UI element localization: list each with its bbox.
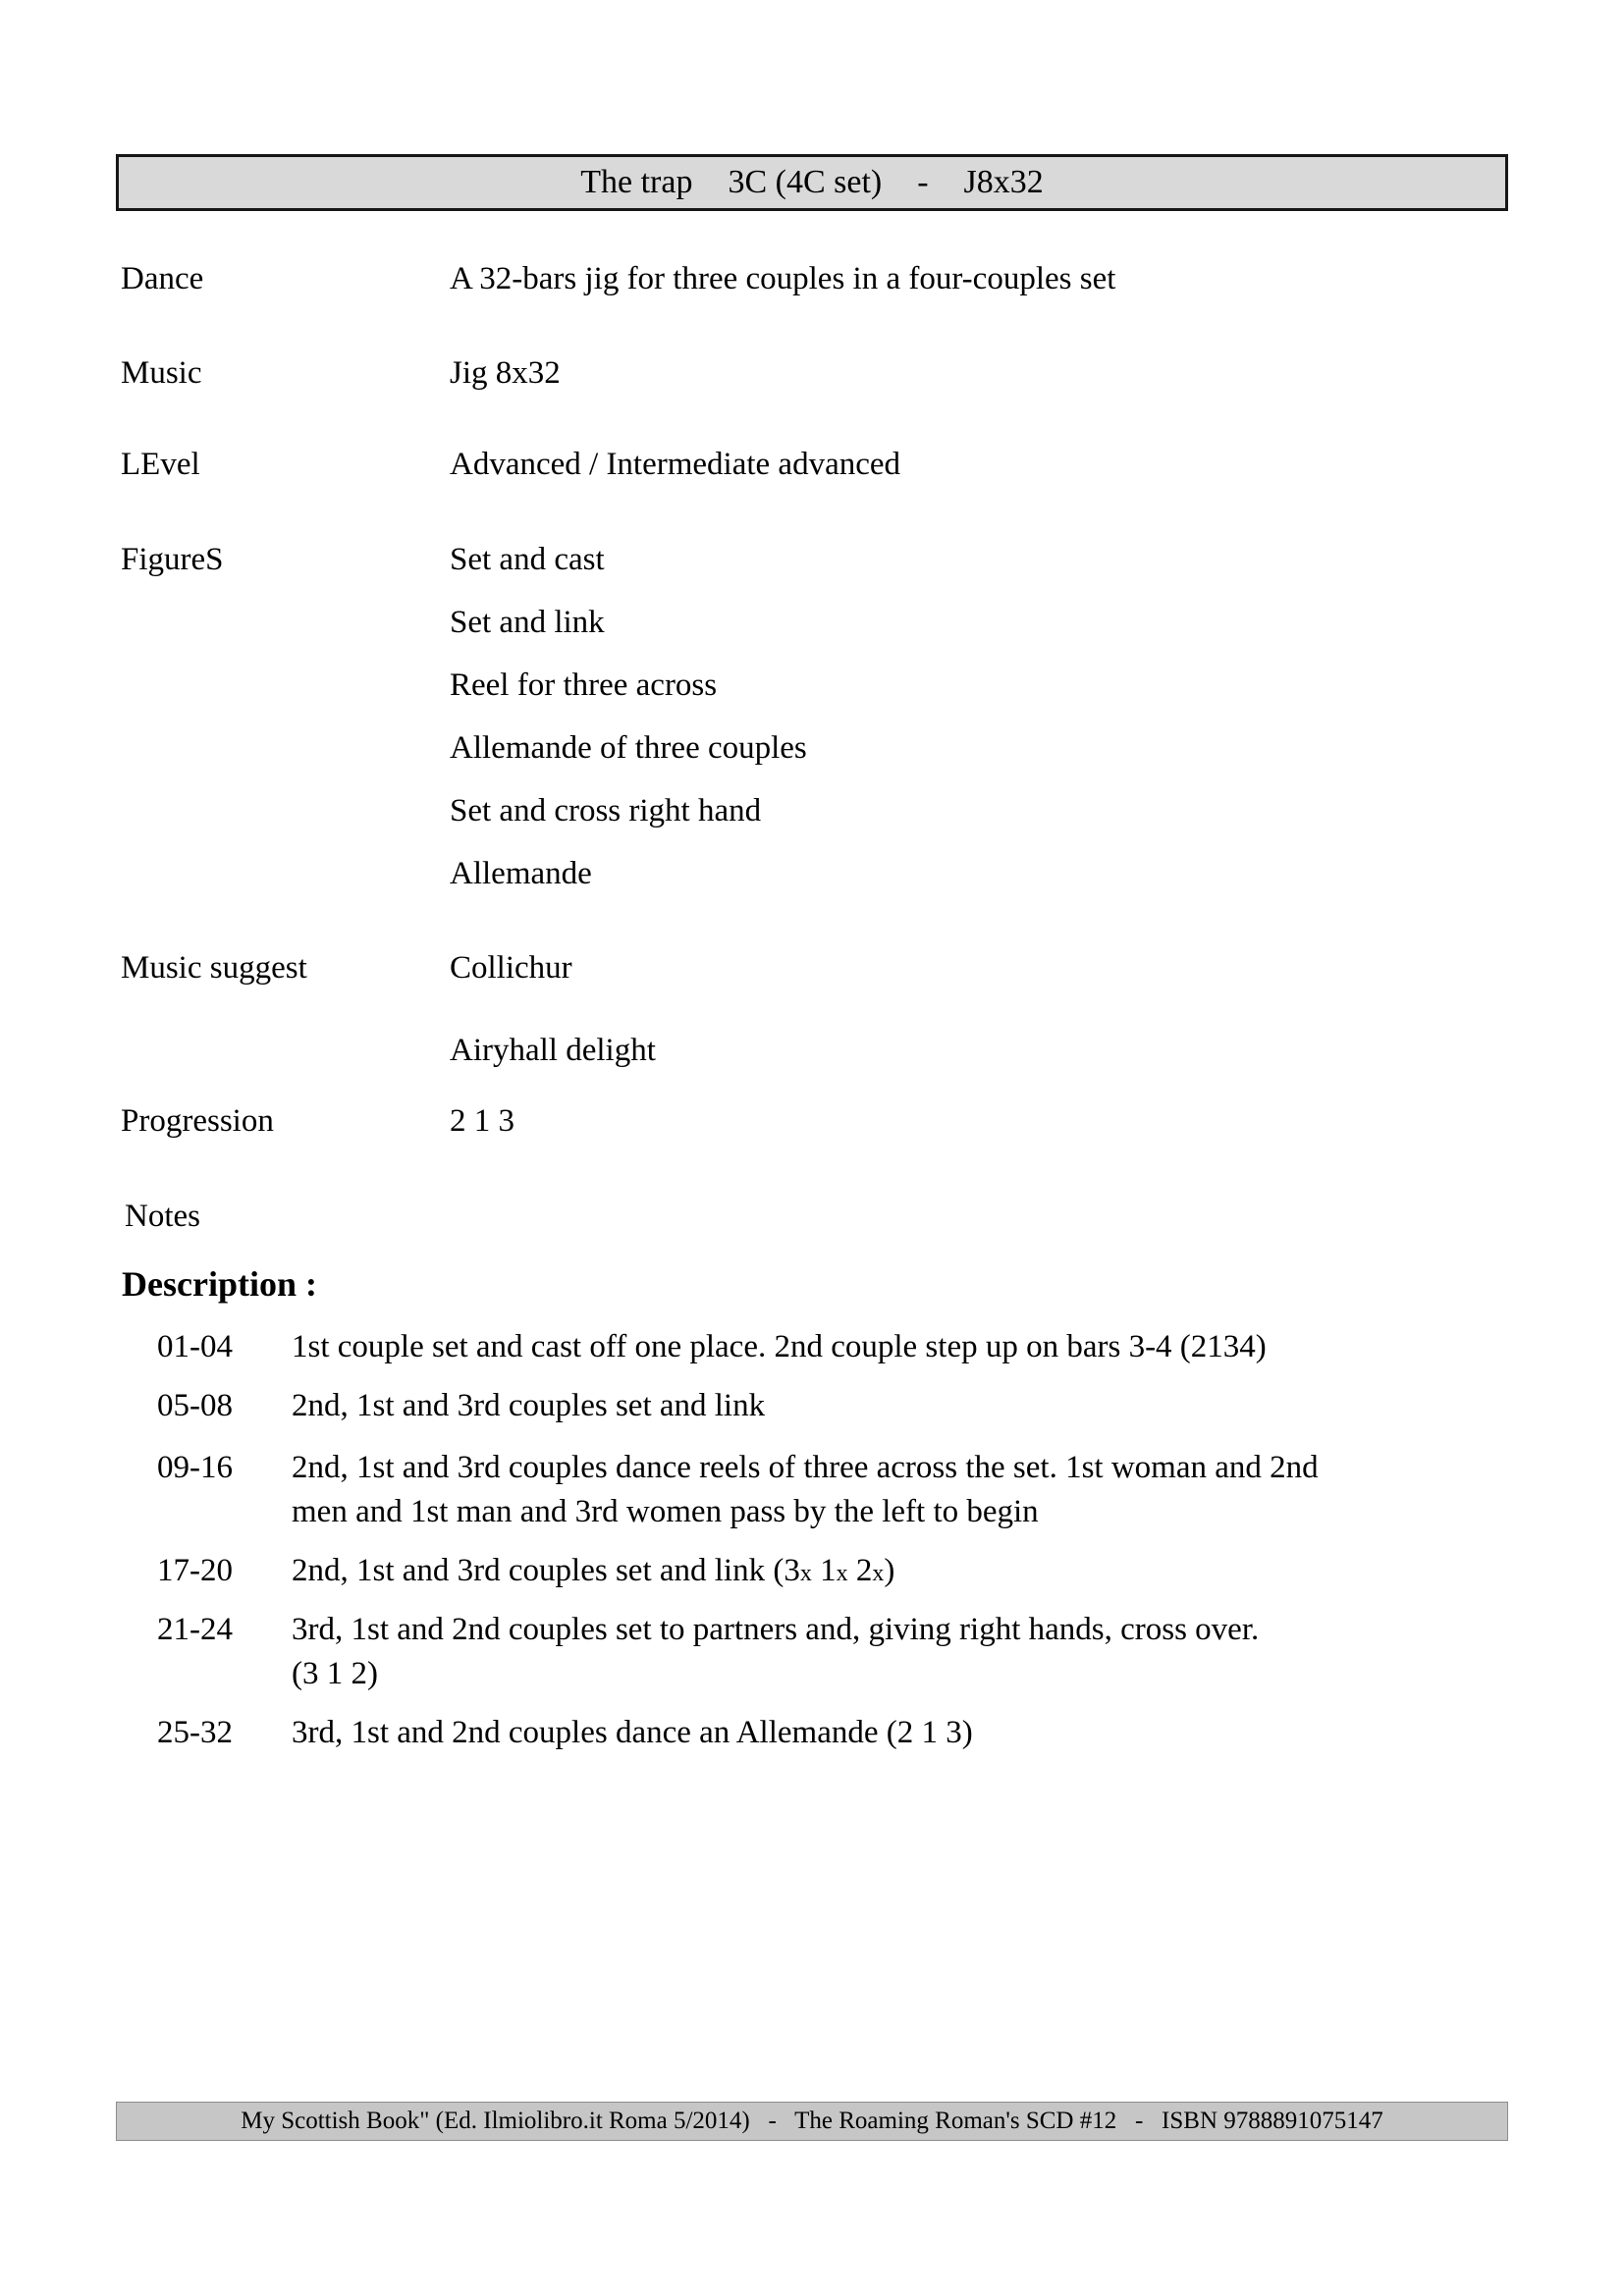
progression-label: Progression xyxy=(121,1103,274,1139)
dance-value: A 32-bars jig for three couples in a four-couples set xyxy=(450,261,1116,296)
dance-title: The trap xyxy=(580,164,693,200)
bars-range: 25-32 xyxy=(157,1715,233,1750)
bars-range: 09-16 xyxy=(157,1450,233,1485)
progression-value: 2 1 3 xyxy=(450,1103,514,1139)
dance-label: Dance xyxy=(121,261,204,296)
figure-item: Set and cast xyxy=(450,542,605,577)
music-value: Jig 8x32 xyxy=(450,355,561,391)
music-label: Music xyxy=(121,355,202,391)
set-info: 3C (4C set) xyxy=(728,164,883,200)
title-separator: - xyxy=(917,164,929,200)
description-text: 2nd, 1st and 3rd couples set and link (3x 1x 2x) xyxy=(292,1553,895,1588)
bars-range: 17-20 xyxy=(157,1553,233,1588)
figure-item: Set and cross right hand xyxy=(450,792,762,828)
figures-label: FigureS xyxy=(121,542,224,577)
level-label: LEvel xyxy=(121,447,200,482)
music-suggest-item: Collichur xyxy=(450,950,572,986)
bars-range: 21-24 xyxy=(157,1612,233,1647)
description-text: 2nd, 1st and 3rd couples dance reels of three across the set. 1st woman and 2nd men and 1st man and 3rd women pass by the left to begin xyxy=(292,1450,1319,1529)
figure-item: Allemande of three couples xyxy=(450,729,807,766)
description-heading: Description : xyxy=(122,1264,317,1304)
figure-item: Allemande xyxy=(450,855,592,891)
bars-range: 05-08 xyxy=(157,1388,233,1423)
level-value: Advanced / Intermediate advanced xyxy=(450,447,901,482)
music-code: J8x32 xyxy=(963,164,1044,200)
description-text: 2nd, 1st and 3rd couples set and link xyxy=(292,1388,766,1423)
notes-label: Notes xyxy=(125,1199,200,1234)
music-suggest-item: Airyhall delight xyxy=(450,1032,656,1068)
description-text: 3rd, 1st and 2nd couples dance an Allemande (2 1 3) xyxy=(292,1715,973,1750)
figure-item: Set and link xyxy=(450,604,605,640)
footer-bar xyxy=(116,2102,1508,2141)
footer-text: My Scottish Book" (Ed. Ilmiolibro.it Roma 5/2014) - The Roaming Roman's SCD #12 - ISBN 9788891075147 xyxy=(241,2108,1383,2134)
description-text: 1st couple set and cast off one place. 2nd couple step up on bars 3-4 (2134) xyxy=(292,1329,1267,1364)
bars-range: 01-04 xyxy=(157,1329,233,1364)
description-text: 3rd, 1st and 2nd couples set to partners and, giving right hands, cross over. (3 1 2) xyxy=(292,1612,1260,1691)
figure-item: Reel for three across xyxy=(450,667,718,703)
music-suggest-label: Music suggest xyxy=(121,950,307,986)
